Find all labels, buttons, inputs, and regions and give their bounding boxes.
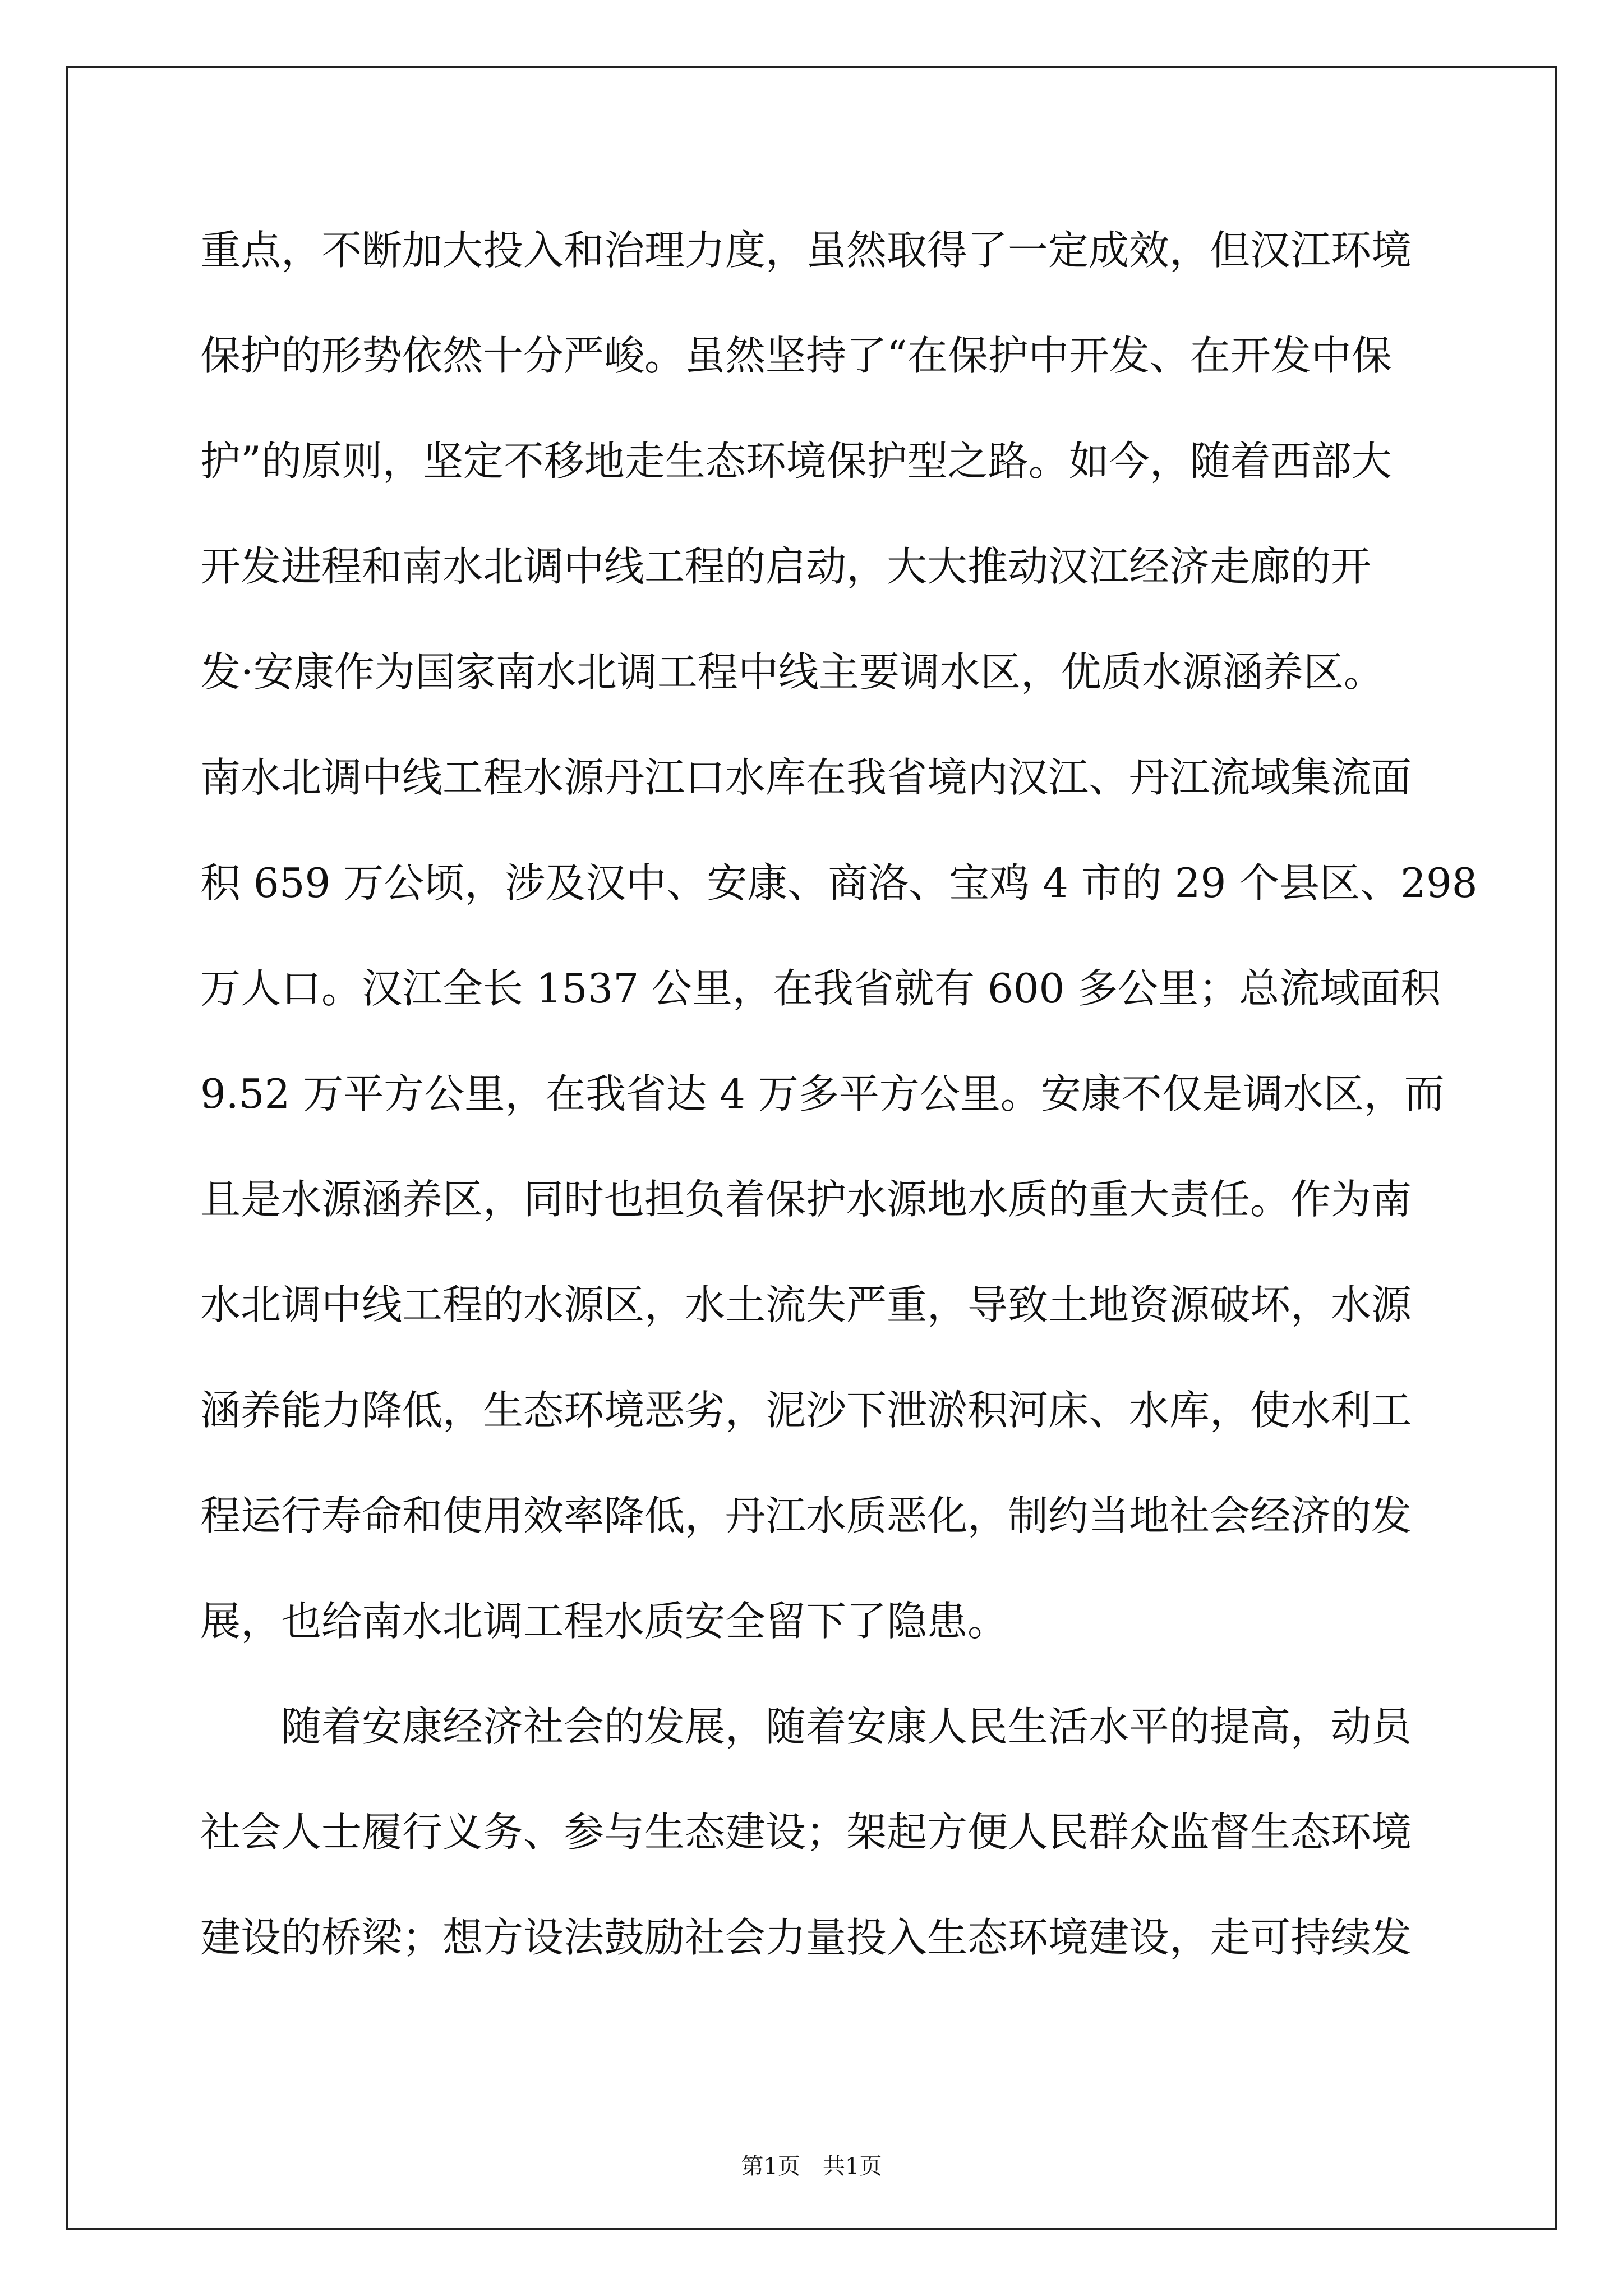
text-line: 水北调中线工程的水源区，水土流失严重，导致土地资源破坏，水源 (200, 1281, 1412, 1328)
text-line: 开发进程和南水北调中线工程的启动，大大推动汉江经济走廊的开 (200, 543, 1372, 590)
text-line: 南水北调中线工程水源丹江口水库在我省境内汉江、丹江流域集流面 (200, 754, 1412, 801)
text-line: 万人口。汉江全长 1537 公里，在我省就有 600 多公里；总流域面积 (200, 965, 1441, 1012)
text-line: 社会人士履行义务、参与生态建设；架起方便人民群众监督生态环境 (200, 1809, 1412, 1856)
text-line: 发·安康作为国家南水北调工程中线主要调水区，优质水源涵养区。 (200, 648, 1384, 696)
text-line: 程运行寿命和使用效率降低，丹江水质恶化，制约当地社会经济的发 (200, 1492, 1412, 1539)
text-line: 积 659 万公顷，涉及汉中、安康、商洛、宝鸡 4 市的 29 个县区、298 (200, 859, 1478, 907)
text-line: 9.52 万平方公里，在我省达 4 万多平方公里。安康不仅是调水区，而 (200, 1070, 1445, 1117)
text-line: 护”的原则，坚定不移地走生态环境保护型之路。如今，随着西部大 (200, 438, 1392, 485)
text-line: 建设的桥梁；想方设法鼓励社会力量投入生态环境建设，走可持续发 (200, 1914, 1412, 1961)
text-line: 展，也给南水北调工程水质安全留下了隐患。 (200, 1598, 1008, 1645)
text-line: 保护的形势依然十分严峻。虽然坚持了“在保护中开发、在开发中保 (200, 332, 1392, 379)
page-number-footer: 第1页 共1页 (741, 2154, 882, 2179)
text-line: 且是水源涵养区，同时也担负着保护水源地水质的重大责任。作为南 (200, 1176, 1412, 1223)
text-line: 随着安康经济社会的发展，随着安康人民生活水平的提高，动员 (200, 1703, 1412, 1750)
text-line: 涵养能力降低，生态环境恶劣，泥沙下泄淤积河床、水库，使水利工 (200, 1387, 1412, 1434)
document-body (200, 197, 1478, 1990)
text-line: 重点，不断加大投入和治理力度，虽然取得了一定成效，但汉江环境 (200, 227, 1412, 274)
